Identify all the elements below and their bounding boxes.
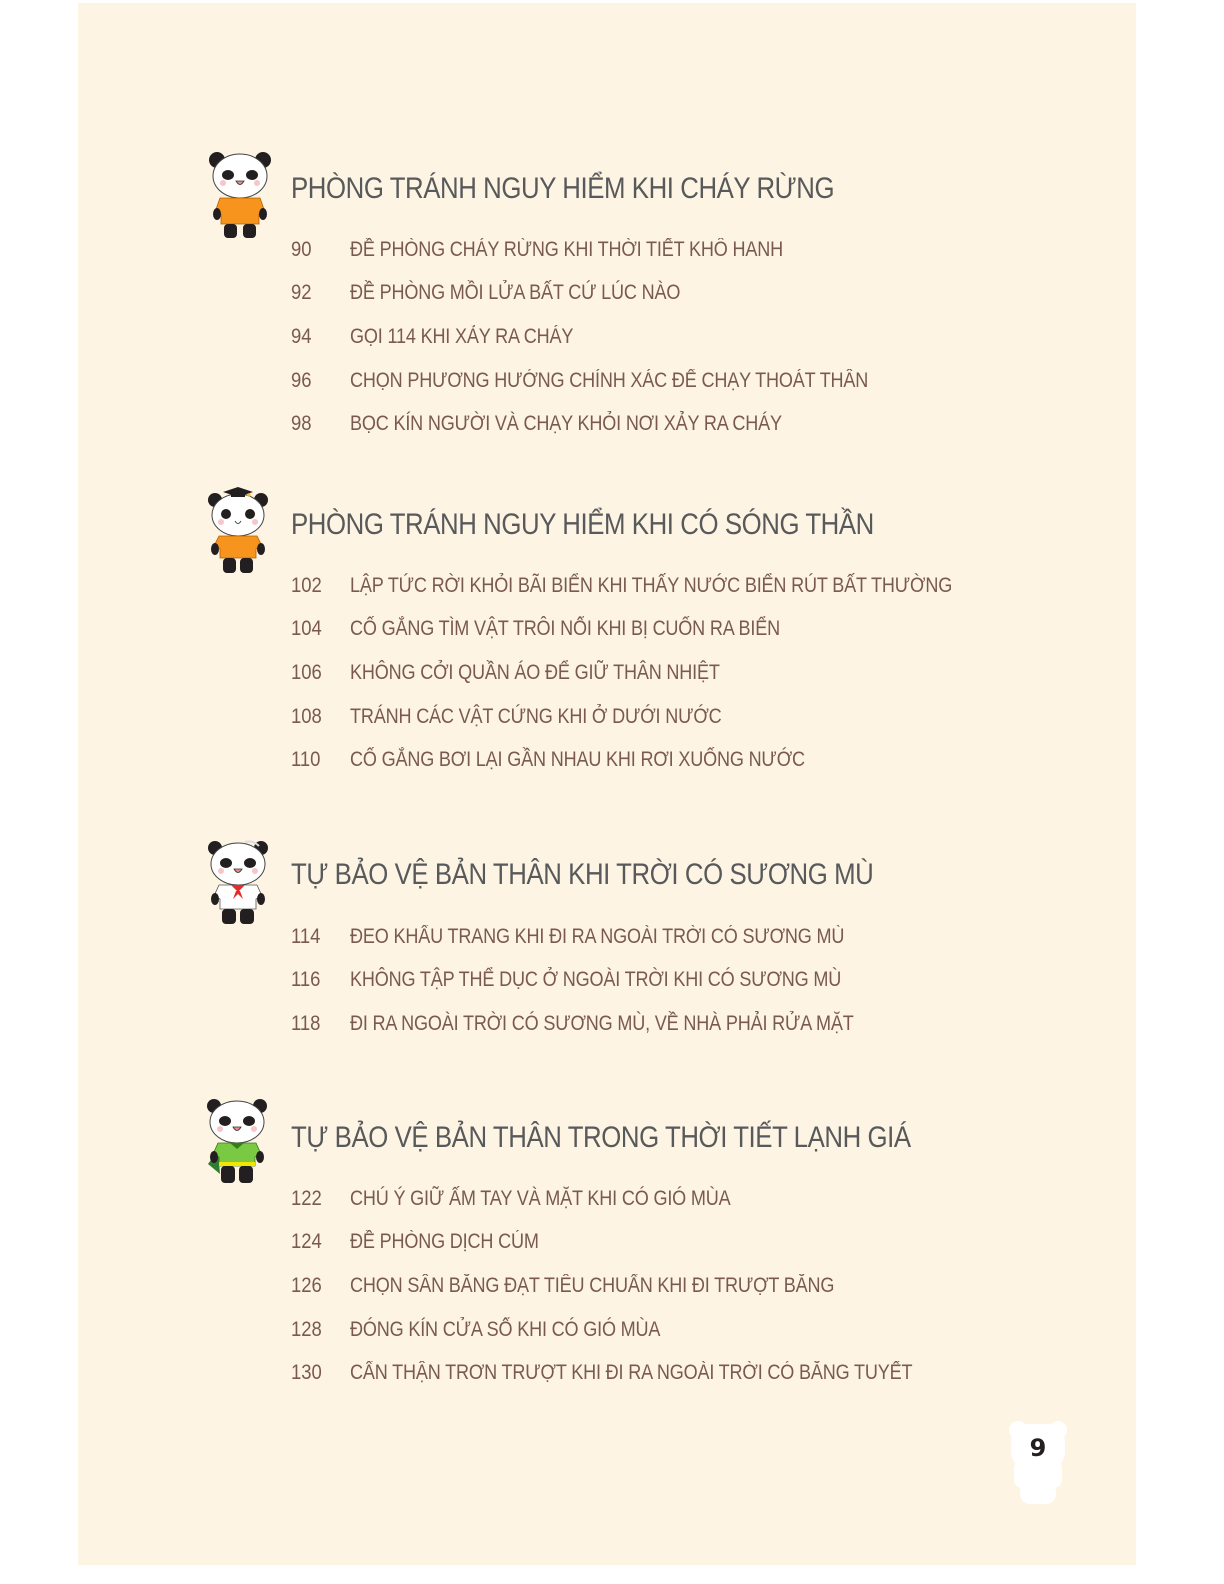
toc-entry[interactable] (291, 608, 1050, 652)
entry-title: ĐỀ PHÒNG DỊCH CÚM (350, 1230, 539, 1254)
toc-entry[interactable] (291, 402, 953, 446)
section-title: TỰ BẢO VỆ BẢN THÂN KHI TRỜI CÓ SƯƠNG MÙ (291, 858, 874, 891)
toc-entry[interactable] (291, 915, 936, 959)
entry-page-number: 94 (291, 324, 312, 348)
entry-title: CẨN THẬN TRƠN TRƯỢT KHI ĐI RA NGOÀI TRỜI CÓ BĂNG TUYẾT (350, 1361, 913, 1385)
section-title: PHÒNG TRÁNH NGUY HIỂM KHI CHÁY RỪNG (291, 172, 835, 205)
toc-entry-list (291, 228, 953, 446)
entry-page-number: 102 (291, 573, 322, 597)
toc-entry[interactable] (291, 651, 1050, 695)
toc-entry[interactable] (291, 695, 1050, 739)
page-number: 9 (1029, 1434, 1047, 1462)
entry-title: ĐEO KHẨU TRANG KHI ĐI RA NGOÀI TRỜI CÓ SƯƠNG MÙ (350, 924, 845, 948)
toc-entry[interactable] (291, 272, 953, 316)
toc-entry[interactable] (291, 738, 1050, 782)
toc-entry-list (291, 564, 1050, 782)
toc-entry[interactable] (291, 1177, 1004, 1221)
entry-title: BỌC KÍN NGƯỜI VÀ CHẠY KHỎI NƠI XẢY RA CHÁY (350, 412, 782, 436)
entry-title: TRÁNH CÁC VẬT CỨNG KHI Ở DƯỚI NƯỚC (350, 704, 722, 728)
entry-page-number: 110 (291, 748, 321, 772)
toc-entry[interactable] (291, 1308, 1004, 1352)
entry-page-number: 96 (291, 368, 312, 392)
section-title: TỰ BẢO VỆ BẢN THÂN TRONG THỜI TIẾT LẠNH GIÁ (291, 1121, 911, 1154)
entry-page-number: 128 (291, 1317, 322, 1341)
toc-entry[interactable] (291, 315, 953, 359)
entry-page-number: 104 (291, 617, 322, 641)
page-number-badge (1008, 1420, 1068, 1506)
book-page (78, 3, 1136, 1565)
entry-title: CỐ GẮNG TÌM VẬT TRÔI NỔI KHI BỊ CUỐN RA BIỂN (350, 617, 780, 641)
entry-title: CHỌN PHƯƠNG HƯỚNG CHÍNH XÁC ĐỂ CHẠY THOÁT THÂN (350, 368, 869, 392)
toc-entry-list (291, 915, 936, 1046)
panda-green-cape-icon (202, 1094, 270, 1186)
toc-entry-list (291, 1177, 1004, 1395)
toc-entry[interactable] (291, 564, 1050, 608)
bear-silhouette-icon (1008, 1420, 1068, 1506)
toc-entry[interactable] (291, 228, 953, 272)
section-title: PHÒNG TRÁNH NGUY HIỂM KHI CÓ SÓNG THẦN (291, 508, 874, 541)
entry-title: LẬP TỨC RỜI KHỎI BÃI BIỂN KHI THẤY NƯỚC BIỂN RÚT BẤT THƯỜNG (350, 573, 953, 597)
toc-entry[interactable] (291, 1002, 936, 1046)
entry-page-number: 92 (291, 281, 312, 305)
entry-page-number: 126 (291, 1273, 322, 1297)
entry-page-number: 98 (291, 412, 312, 436)
entry-title: KHÔNG TẬP THỂ DỤC Ở NGOÀI TRỜI KHI CÓ SƯƠNG MÙ (350, 968, 842, 992)
entry-page-number: 116 (291, 968, 321, 992)
toc-entry[interactable] (291, 359, 953, 403)
entry-title: KHÔNG CỞI QUẦN ÁO ĐỂ GIỮ THÂN NHIỆT (350, 660, 720, 684)
entry-page-number: 118 (291, 1011, 321, 1035)
entry-page-number: 124 (291, 1230, 322, 1254)
toc-entry[interactable] (291, 1351, 1004, 1395)
panda-graduation-cap-icon (205, 486, 271, 576)
panda-orange-hoodie-icon (207, 150, 273, 240)
toc-entry[interactable] (291, 1221, 1004, 1265)
entry-title: ĐI RA NGOÀI TRỜI CÓ SƯƠNG MÙ, VỀ NHÀ PHẢI RỬA MẶT (350, 1011, 854, 1035)
entry-title: GỌI 114 KHI XẢY RA CHÁY (350, 324, 574, 348)
toc-entry[interactable] (291, 1264, 1004, 1308)
entry-title: ĐỀ PHÒNG MỒI LỬA BẤT CỨ LÚC NÀO (350, 281, 681, 305)
entry-title: ĐÓNG KÍN CỬA SỔ KHI CÓ GIÓ MÙA (350, 1317, 661, 1341)
entry-page-number: 90 (291, 237, 312, 261)
entry-page-number: 106 (291, 660, 322, 684)
panda-red-scarf-icon (205, 836, 271, 926)
toc-entry[interactable] (291, 959, 936, 1003)
entry-page-number: 114 (291, 924, 321, 948)
entry-title: ĐỀ PHÒNG CHÁY RỪNG KHI THỜI TIẾT KHÔ HANH (350, 237, 783, 261)
entry-page-number: 108 (291, 704, 322, 728)
entry-title: CỐ GẮNG BƠI LẠI GẦN NHAU KHI RƠI XUỐNG NƯỚC (350, 748, 805, 772)
entry-page-number: 122 (291, 1186, 322, 1210)
entry-title: CHÚ Ý GIỮ ẤM TAY VÀ MẶT KHI CÓ GIÓ MÙA (350, 1186, 731, 1210)
entry-title: CHỌN SÂN BĂNG ĐẠT TIÊU CHUẨN KHI ĐI TRƯỢT BĂNG (350, 1273, 835, 1297)
entry-page-number: 130 (291, 1361, 322, 1385)
